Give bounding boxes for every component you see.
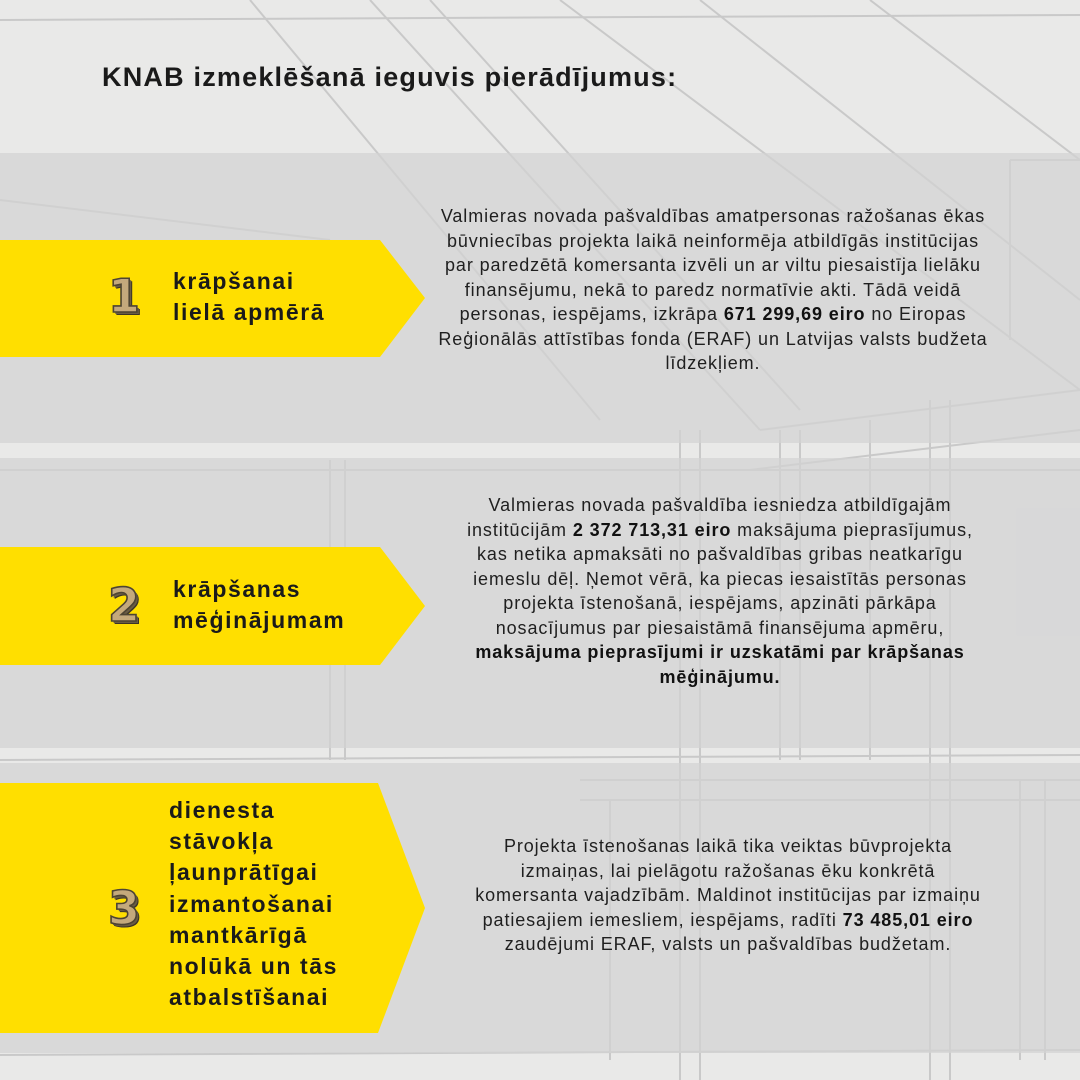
item-label-line: dienesta [169, 797, 276, 823]
item-label-line: lielā apmērā [173, 299, 326, 325]
item-label-line: krāpšanas [173, 576, 302, 602]
item-label-line: atbalstīšanai [169, 984, 330, 1011]
item-label-line: nolūkā un tās [169, 953, 339, 980]
item-label-2 [173, 574, 345, 636]
item-label-3 [169, 795, 338, 1013]
item-description-3 [473, 834, 983, 957]
description-text: no Eiropas Reģionālās attīstības fonda (ERAF) un Latvijas valsts budžeta līdzekļiem. [438, 304, 988, 373]
item-label-1 [173, 266, 325, 328]
description-text: Valmieras novada pašvaldība iesniedza atbildīgajām institūcijām [467, 495, 952, 540]
page-title: KNAB izmeklēšanā ieguvis pierādījumus: [102, 62, 678, 92]
description-text: zaudējumi ERAF, valsts un pašvaldības budžetam. [504, 934, 952, 954]
item-description-2 [450, 493, 990, 689]
number-1-icon: 1 [107, 269, 140, 323]
item-label-line: krāpšanai [173, 268, 295, 294]
item-label-line: mantkārīgā [169, 921, 308, 948]
number-2-icon: 2 [107, 578, 140, 632]
description-text: Valmieras novada pašvaldības amatpersonas ražošanas ēkas būvniecības projekta laikā neinformēja atbildīgās institūcijas par paredzētā komersanta izvēli un ar viltu piesaistīja lielāku finansējumu, nekā to paredz normatīvie akti. Tādā veidā personas, iespējams, izkrāpa [440, 206, 986, 324]
item-label-line: izmantošanai [169, 890, 334, 917]
item-label-line: mēģinājumam [173, 607, 346, 633]
description-text: maksājuma pieprasījumus, kas netika apmaksāti no pašvaldības gribas neatkarīgu iemeslu dēļ. Ņemot vērā, ka piecas iesaistītās personas projekta īstenošanā, iespējams, apzināti pārkāpa nosacījumus par piesaistāmā finansējuma apmēru, [473, 519, 973, 638]
item-label-line: ļaunprātīgai [169, 859, 319, 886]
description-amount: 671 299,69 eiro [723, 304, 866, 324]
item-label-line: stāvokļa [169, 828, 274, 855]
number-3-icon: 3 [107, 881, 140, 935]
description-amount: 73 485,01 eiro [842, 909, 974, 930]
description-amount: 2 372 713,31 eiro [572, 519, 732, 540]
description-text: Projekta īstenošanas laikā tika veiktas būvprojekta izmaiņas, lai pielāgotu ražošanas ēku konkrētā komersanta vajadzībām. Maldinot institūcijas par izmaiņu patiesajiem iemesliem, iespējams, radīti [475, 836, 981, 930]
description-conclusion: maksājuma pieprasījumi ir uzskatāmi par krāpšanas mēģinājumu. [475, 642, 965, 687]
item-description-1 [438, 204, 988, 376]
